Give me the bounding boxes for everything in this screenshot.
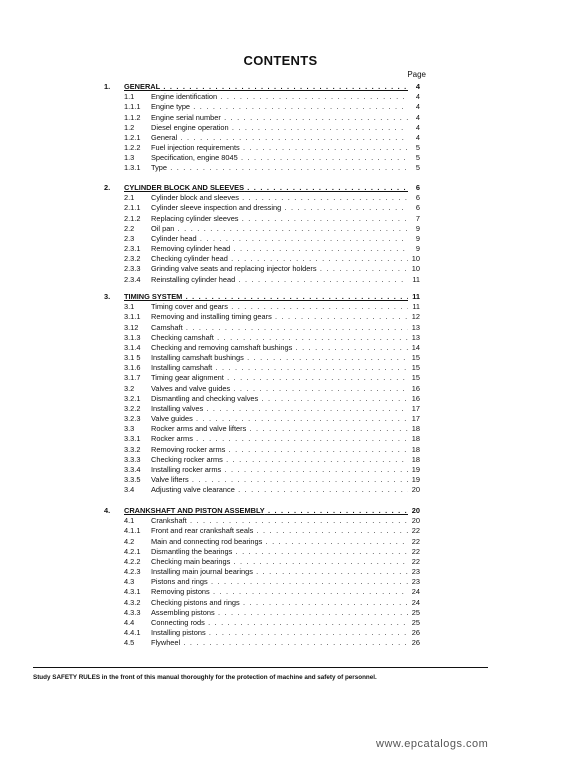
entry-number: 4.4.1 xyxy=(124,628,141,638)
entry-page: 4 xyxy=(415,92,420,102)
toc-entry[interactable] xyxy=(0,353,561,363)
toc-entry[interactable] xyxy=(0,92,561,102)
entry-page: 22 xyxy=(411,556,420,566)
toc-entry[interactable] xyxy=(0,414,561,424)
toc-entry[interactable] xyxy=(0,557,561,567)
entry-number: 2.3.3 xyxy=(124,264,141,274)
toc-entry[interactable] xyxy=(0,394,561,404)
toc-entry[interactable] xyxy=(0,203,561,213)
entry-page: 24 xyxy=(411,597,420,607)
entry-page: 14 xyxy=(411,342,420,352)
entry-label: Cylinder head . . . xyxy=(151,234,408,244)
toc-entry[interactable] xyxy=(0,224,561,234)
toc-entry[interactable] xyxy=(0,384,561,394)
entry-label: Dismantling and checking valves . . . xyxy=(151,394,408,404)
entry-label: Installing valves . . . xyxy=(151,404,408,414)
entry-number: 3.3.2 xyxy=(124,444,141,454)
entry-label: Installing camshaft bushings . . . xyxy=(151,353,408,363)
entry-page: 5 xyxy=(415,143,420,153)
entry-label: Removing pistons . . . xyxy=(151,587,408,597)
entry-number: 3.3.3 xyxy=(124,454,141,464)
entry-page: 19 xyxy=(411,475,420,485)
toc-entry[interactable] xyxy=(0,153,561,163)
toc-entry[interactable] xyxy=(0,234,561,244)
entry-number: 2.3.4 xyxy=(124,274,141,284)
entry-number: 3.1 xyxy=(124,302,135,312)
toc-entry[interactable] xyxy=(0,312,561,322)
entry-label: Installing camshaft . . . xyxy=(151,363,408,373)
entry-number: 2.3.2 xyxy=(124,254,141,264)
entry-page: 4 xyxy=(415,122,420,132)
entry-page: 19 xyxy=(411,464,420,474)
entry-page: 26 xyxy=(411,628,420,638)
entry-label: Dismantling the bearings . . . xyxy=(151,547,408,557)
entry-number: 1.2.2 xyxy=(124,143,141,153)
entry-page: 10 xyxy=(411,254,420,264)
entry-number: 2.1.1 xyxy=(124,203,141,213)
entry-page: 9 xyxy=(415,233,420,243)
entry-page: 24 xyxy=(411,587,420,597)
entry-number: 4.3 xyxy=(124,577,135,587)
entry-page: 26 xyxy=(411,638,420,648)
entry-label: Front and rear crankshaft seals . . . xyxy=(151,526,408,536)
entry-number: 2.1 xyxy=(124,193,135,203)
toc-section-cylinder-block xyxy=(0,183,561,285)
entry-label: Type . . . xyxy=(151,163,408,173)
entry-page: 22 xyxy=(411,526,420,536)
entry-number: 1.1.2 xyxy=(124,112,141,122)
entry-label: Assembling pistons . . . xyxy=(151,608,408,618)
entry-number: 3.2 xyxy=(124,383,135,393)
toc-entry[interactable] xyxy=(0,275,561,285)
toc-entry[interactable] xyxy=(0,547,561,557)
entry-label: Pistons and rings . . . xyxy=(151,577,408,587)
toc-entry[interactable] xyxy=(0,598,561,608)
toc-entry[interactable] xyxy=(0,445,561,455)
entry-number: 4.1.1 xyxy=(124,526,141,536)
toc-entry[interactable] xyxy=(0,516,561,526)
toc-section-heading[interactable] xyxy=(0,82,561,92)
toc-entry[interactable] xyxy=(0,475,561,485)
entry-page: 20 xyxy=(411,485,420,495)
entry-label: Main and connecting rod bearings . . . xyxy=(151,537,408,547)
toc-section-heading[interactable] xyxy=(0,183,561,193)
safety-note: Study SAFETY RULES in the front of this manual thoroughly for the protection of machine and safety of personnel. xyxy=(33,674,377,681)
entry-label: Cylinder block and sleeves . . . xyxy=(151,193,408,203)
toc-entry[interactable] xyxy=(0,133,561,143)
toc-entry[interactable] xyxy=(0,424,561,434)
entry-label: Installing rocker arms . . . xyxy=(151,465,408,475)
entry-number: 3.3.5 xyxy=(124,475,141,485)
entry-label: Cylinder sleeve inspection and dressing . . . xyxy=(151,203,408,213)
entry-number: 4.2.3 xyxy=(124,567,141,577)
entry-number: 1.2.1 xyxy=(124,132,141,142)
section-title: CRANKSHAFT AND PISTON ASSEMBLY . . . xyxy=(124,506,408,516)
entry-label: Oil pan . . . xyxy=(151,224,408,234)
toc-entry[interactable] xyxy=(0,526,561,536)
entry-label: Removing rocker arms . . . xyxy=(151,445,408,455)
entry-page: 4 xyxy=(415,102,420,112)
toc-section-crankshaft xyxy=(0,506,561,648)
entry-number: 3.1.3 xyxy=(124,332,141,342)
entry-page: 6 xyxy=(415,193,420,203)
toc-entry[interactable] xyxy=(0,465,561,475)
entry-label: General . . . xyxy=(151,133,408,143)
entry-number: 2.3.1 xyxy=(124,244,141,254)
entry-label: Camshaft . . . xyxy=(151,323,408,333)
entry-label: Checking and removing camshaft bushings . . . xyxy=(151,343,408,353)
entry-label: Engine serial number . . . xyxy=(151,113,408,123)
entry-label: Installing main journal bearings . . . xyxy=(151,567,408,577)
toc-entry[interactable] xyxy=(0,244,561,254)
toc-entry[interactable] xyxy=(0,264,561,274)
entry-label: Connecting rods . . . xyxy=(151,618,408,628)
entry-number: 3.4 xyxy=(124,485,135,495)
entry-label: Rocker arms and valve lifters . . . xyxy=(151,424,408,434)
entry-number: 3.3.4 xyxy=(124,464,141,474)
toc-entry[interactable] xyxy=(0,254,561,264)
toc-entry[interactable] xyxy=(0,302,561,312)
entry-number: 4.2 xyxy=(124,536,135,546)
entry-label: Reinstalling cylinder head . . . xyxy=(151,275,408,285)
entry-page: 9 xyxy=(415,223,420,233)
entry-label: Valve lifters . . . xyxy=(151,475,408,485)
entry-label: Grinding valve seats and replacing injector holders . . . xyxy=(151,264,408,274)
entry-number: 3.1.6 xyxy=(124,363,141,373)
entry-label: Checking pistons and rings . . . xyxy=(151,598,408,608)
toc-section-heading[interactable] xyxy=(0,292,561,302)
section-number: 4. xyxy=(104,506,111,515)
section-page: 6 xyxy=(415,183,420,192)
entry-number: 1.3.1 xyxy=(124,163,141,173)
entry-page: 6 xyxy=(415,203,420,213)
entry-label: Timing cover and gears . . . xyxy=(151,302,408,312)
entry-page: 18 xyxy=(411,424,420,434)
entry-number: 4.1 xyxy=(124,516,135,526)
section-number: 2. xyxy=(104,183,111,192)
entry-label: Specification, engine 8045 . . . xyxy=(151,153,408,163)
watermark: www.epcatalogs.com xyxy=(376,738,489,750)
entry-label: Crankshaft . . . xyxy=(151,516,408,526)
entry-number: 3.2.2 xyxy=(124,403,141,413)
section-number: 1. xyxy=(104,82,111,91)
entry-page: 18 xyxy=(411,454,420,464)
entry-label: Fuel injection requirements . . . xyxy=(151,143,408,153)
entry-number: 2.2 xyxy=(124,223,135,233)
toc-entry[interactable] xyxy=(0,193,561,203)
entry-page: 13 xyxy=(411,332,420,342)
entry-label: Checking camshaft . . . xyxy=(151,333,408,343)
entry-label: Diesel engine operation . . . xyxy=(151,123,408,133)
toc-entry[interactable] xyxy=(0,404,561,414)
toc-entry[interactable] xyxy=(0,373,561,383)
toc-entry[interactable] xyxy=(0,214,561,224)
toc-entry[interactable] xyxy=(0,628,561,638)
toc-entry[interactable] xyxy=(0,618,561,628)
toc-entry[interactable] xyxy=(0,638,561,648)
entry-number: 4.4 xyxy=(124,617,135,627)
entry-page: 23 xyxy=(411,577,420,587)
entry-number: 1.3 xyxy=(124,153,135,163)
section-page: 4 xyxy=(415,82,420,91)
entry-number: 4.3.1 xyxy=(124,587,141,597)
toc-items xyxy=(0,516,561,648)
toc-entry[interactable] xyxy=(0,343,561,353)
section-title: TIMING SYSTEM . . . xyxy=(124,292,408,302)
entry-label: Checking main bearings . . . xyxy=(151,557,408,567)
entry-label: Installing pistons . . . xyxy=(151,628,408,638)
toc-section-timing-system xyxy=(0,292,561,495)
entry-page: 17 xyxy=(411,403,420,413)
toc-entry[interactable] xyxy=(0,163,561,173)
entry-number: 2.1.2 xyxy=(124,213,141,223)
toc-entry[interactable] xyxy=(0,323,561,333)
toc-entry[interactable] xyxy=(0,113,561,123)
entry-label: Checking cylinder head . . . xyxy=(151,254,408,264)
toc-entry[interactable] xyxy=(0,123,561,133)
toc-entry[interactable] xyxy=(0,567,561,577)
toc-entry[interactable] xyxy=(0,333,561,343)
entry-number: 4.5 xyxy=(124,638,135,648)
entry-label: Rocker arms . . . xyxy=(151,434,408,444)
entry-page: 22 xyxy=(411,536,420,546)
entry-page: 7 xyxy=(415,213,420,223)
entry-number: 4.2.1 xyxy=(124,546,141,556)
toc-entry[interactable] xyxy=(0,485,561,495)
entry-label: Engine identification . . . xyxy=(151,92,408,102)
entry-number: 1.1 xyxy=(124,92,135,102)
page-column-header: Page xyxy=(407,70,426,79)
entry-page: 18 xyxy=(411,444,420,454)
entry-page: 20 xyxy=(411,516,420,526)
section-number: 3. xyxy=(104,292,111,301)
toc-section-heading[interactable] xyxy=(0,506,561,516)
entry-label: Timing gear alignment . . . xyxy=(151,373,408,383)
entry-page: 15 xyxy=(411,373,420,383)
toc-entry[interactable] xyxy=(0,537,561,547)
entry-number: 3.1.1 xyxy=(124,312,141,322)
entry-page: 11 xyxy=(412,274,420,284)
entry-page: 12 xyxy=(411,312,420,322)
entry-page: 11 xyxy=(412,302,420,312)
entry-number: 4.3.2 xyxy=(124,597,141,607)
entry-number: 3.3.1 xyxy=(124,434,141,444)
toc-items xyxy=(0,302,561,495)
entry-number: 1.1.1 xyxy=(124,102,141,112)
entry-number: 3.1.4 xyxy=(124,342,141,352)
section-title: GENERAL . . . xyxy=(124,82,408,92)
entry-number: 3.3 xyxy=(124,424,135,434)
entry-page: 17 xyxy=(411,414,420,424)
entry-label: Flywheel . . . xyxy=(151,638,408,648)
entry-label: Removing and installing timing gears . . . xyxy=(151,312,408,322)
entry-label: Valve guides . . . xyxy=(151,414,408,424)
entry-page: 16 xyxy=(411,393,420,403)
entry-page: 4 xyxy=(415,112,420,122)
toc-items xyxy=(0,92,561,173)
toc-entry[interactable] xyxy=(0,577,561,587)
entry-label: Replacing cylinder sleeves . . . xyxy=(151,214,408,224)
entry-label: Checking rocker arms . . . xyxy=(151,455,408,465)
toc-entry[interactable] xyxy=(0,143,561,153)
section-page: 20 xyxy=(411,506,420,515)
entry-page: 25 xyxy=(411,607,420,617)
toc-entry[interactable] xyxy=(0,102,561,112)
entry-number: 4.3.3 xyxy=(124,607,141,617)
section-title: CYLINDER BLOCK AND SLEEVES . . . xyxy=(124,183,408,193)
entry-page: 22 xyxy=(411,546,420,556)
entry-number: 4.2.2 xyxy=(124,556,141,566)
entry-number: 3.2.3 xyxy=(124,414,141,424)
toc-entry[interactable] xyxy=(0,608,561,618)
toc-entry[interactable] xyxy=(0,587,561,597)
entry-label: Adjusting valve clearance . . . xyxy=(151,485,408,495)
entry-number: 2.3 xyxy=(124,233,135,243)
entry-page: 18 xyxy=(411,434,420,444)
toc-entry[interactable] xyxy=(0,434,561,444)
page-title: CONTENTS xyxy=(243,53,318,68)
entry-page: 5 xyxy=(415,153,420,163)
entry-page: 4 xyxy=(415,132,420,142)
entry-page: 23 xyxy=(411,567,420,577)
entry-page: 15 xyxy=(411,353,420,363)
toc-entry[interactable] xyxy=(0,455,561,465)
entry-page: 9 xyxy=(415,244,420,254)
entry-page: 16 xyxy=(411,383,420,393)
entry-number: 3.1 5 xyxy=(124,353,141,363)
entry-label: Removing cylinder head . . . xyxy=(151,244,408,254)
entry-label: Valves and valve guides . . . xyxy=(151,384,408,394)
entry-number: 1.2 xyxy=(124,122,135,132)
entry-page: 25 xyxy=(411,617,420,627)
toc-items xyxy=(0,193,561,285)
toc-entry[interactable] xyxy=(0,363,561,373)
entry-page: 15 xyxy=(411,363,420,373)
entry-number: 3.12 xyxy=(124,322,139,332)
section-page: 11 xyxy=(412,292,420,301)
entry-page: 13 xyxy=(411,322,420,332)
entry-label: Engine type . . . xyxy=(151,102,408,112)
entry-page: 10 xyxy=(411,264,420,274)
entry-page: 5 xyxy=(415,163,420,173)
footer-divider xyxy=(33,667,488,668)
entry-number: 3.1.7 xyxy=(124,373,141,383)
entry-number: 3.2.1 xyxy=(124,393,141,403)
toc-section-general xyxy=(0,82,561,174)
